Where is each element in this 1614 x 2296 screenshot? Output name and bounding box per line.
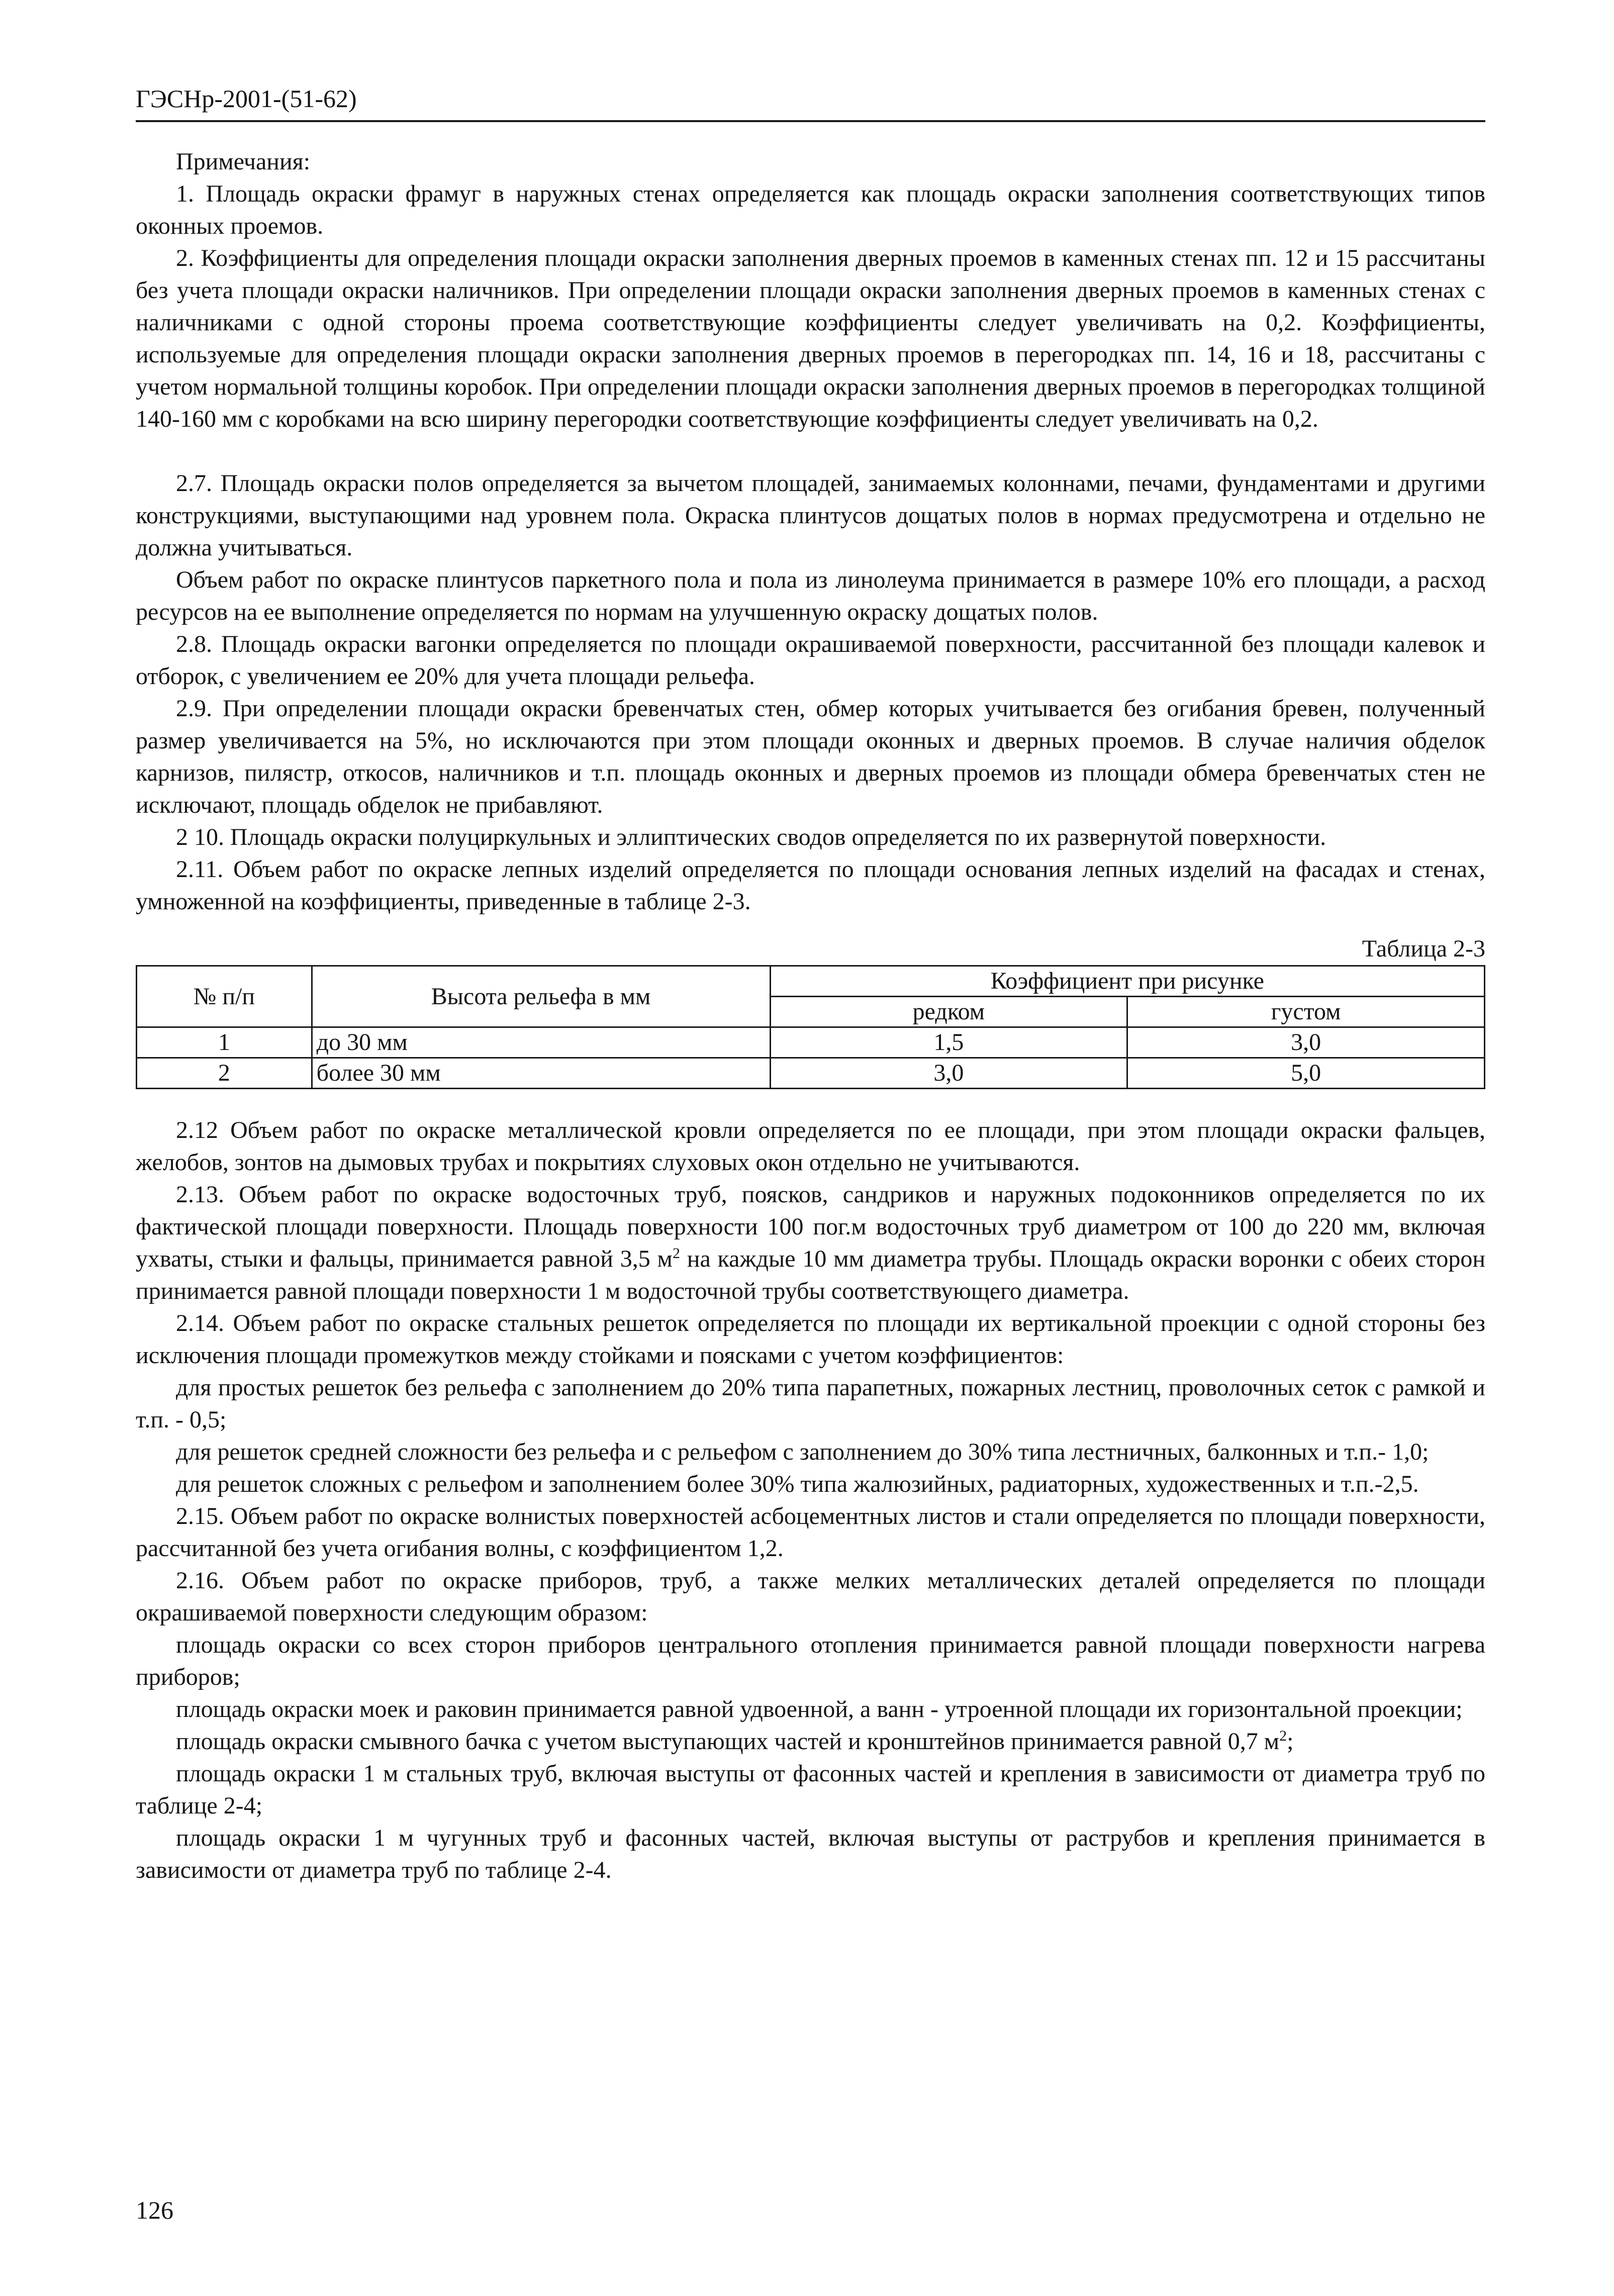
paragraph: площадь окраски моек и раковин принимается равной удвоенной, а ванн - утроенной площади их горизонтальной проекции; [176,1696,1463,1723]
paragraph: для решеток сложных с рельефом и заполнением более 30% типа жалюзийных, радиаторных, художественных и т.п.-2,5. [176,1471,1419,1497]
note-paragraph: 2. Коэффициенты для определения площади окраски заполнения дверных проемов в каменных стенах пп. 12 и 15 рассчитаны без учета площади окраски наличников. При определении площади окраски заполнения дверных проемов в каменных стенах с наличниками с одной стороны проема соответствующие коэффициенты следует увеличивать на 0,2. Коэффициенты, используемые для определения площади окраски заполнения дверных проемов в перегородках пп. 14, 16 и 18, рассчитаны с учетом нормальной толщины коробок. При определении площади окраски заполнения дверных проемов в перегородках толщиной 140-160 мм с коробками на всю ширину перегородки соответствующие коэффициенты следует увеличивать на 0,2. [136,245,1485,432]
paragraph: 2.11. Объем работ по окраске лепных изделий определяется по площади основания лепных изделий на фасадах и стенах, умноженной на коэффициенты, приведенные в таблице 2-3. [136,856,1485,915]
document-header: ГЭСНр-2001-(51-62) [136,83,1485,122]
coefficient-table [136,965,1485,1089]
table-cell-dense: 5,0 [1127,1058,1485,1089]
table-caption: Таблица 2-3 [1362,935,1485,962]
table-header-num: № п/п [137,966,312,1027]
table-cell-dense: 3,0 [1127,1027,1485,1058]
paragraph: 2 10. Площадь окраски полуциркульных и эллиптических сводов определяется по их развернутой поверхности. [176,824,1326,850]
paragraph-2-13 [136,1179,1485,1307]
paragraph: площадь окраски 1 м стальных труб, включая выступы от фасонных частей и крепления в зависимости от диаметра труб по таблице 2-4; [136,1760,1485,1819]
table-cell-num: 2 [137,1058,312,1089]
superscript: 2 [672,1245,680,1262]
table-cell-height: до 30 мм [312,1027,770,1058]
paragraph: 2.12 Объем работ по окраске металлической кровли определяется по ее площади, при этом площади окраски фальцев, желобов, зонтов на дымовых трубах и покрытиях слуховых окон отдельно не учитываются. [136,1117,1485,1176]
paragraph-tank [136,1726,1485,1758]
paragraph: 2.7. Площадь окраски полов определяется за вычетом площадей, занимаемых колоннами, печами, фундаментами и другими конструкциями, выступающими над уровнем пола. Окраска плинтусов дощатых полов в нормах предусмотрена и отдельно не должна учитываться. [136,470,1485,561]
spacer [136,435,1485,467]
paragraph: Объем работ по окраске плинтусов паркетного пола и пола из линолеума принимается в размере 10% его площади, а расход ресурсов на ее выполнение определяется по нормам на улучшенную окраску дощатых полов. [136,566,1485,625]
document-body [136,146,1485,1886]
paragraph: 2.14. Объем работ по окраске стальных решеток определяется по площади их вертикальной проекции с одной стороны без исключения площади промежутков между стойками и поясками с учетом коэффициентов: [136,1310,1485,1369]
table-header-rare: редком [770,997,1127,1027]
paragraph: 2.8. Площадь окраски вагонки определяется по площади окрашиваемой поверхности, рассчитанной без площади калевок и отборок, с увеличением ее 20% для учета площади рельефа. [136,631,1485,690]
text-run: 2.13. Объем работ по окраске водосточных труб, поясков, сандриков и наружных подоконников определяется по их фактической площади поверхности. Площадь поверхности 100 пог.м водосточных труб диаметром от 100 до 220 мм, включая ухваты, стыки и фальцы, принимается равной 3,5 м [136,1181,1485,1272]
table-cell-rare: 1,5 [770,1027,1127,1058]
table-header-coefficient: Коэффициент при рисунке [770,966,1484,997]
paragraph: площадь окраски 1 м чугунных труб и фасонных частей, включая выступы от раструбов и крепления принимается в зависимости от диаметра труб по таблице 2-4. [136,1825,1485,1883]
note-paragraph: 1. Площадь окраски фрамуг в наружных стенах определяется как площадь окраски заполнения соответствующих типов оконных проемов. [136,180,1485,239]
paragraph: 2.15. Объем работ по окраске волнистых поверхностей асбоцементных листов и стали определяется по площади поверхности, рассчитанной без учета огибания волны, с коэффициентом 1,2. [136,1503,1485,1562]
table-cell-height: более 30 мм [312,1058,770,1089]
paragraph: площадь окраски со всех сторон приборов центрального отопления принимается равной площади поверхности нагрева приборов; [136,1632,1485,1690]
text-run: ; [1287,1728,1294,1755]
paragraph: для простых решеток без рельефа с заполнением до 20% типа парапетных, пожарных лестниц, проволочных сеток с рамкой и т.п. - 0,5; [136,1374,1485,1433]
table-row [137,1058,1485,1089]
table-header-height: Высота рельефа в мм [312,966,770,1027]
table-header-dense: густом [1127,997,1485,1027]
text-run: площадь окраски смывного бачка с учетом выступающих частей и кронштейнов принимается равной 0,7 м [176,1728,1280,1755]
paragraph: 2.9. При определении площади окраски бревенчатых стен, обмер которых учитывается без огибания бревен, полученный размер увеличивается на 5%, но исключаются при этом площади оконных и дверных проемов. В случае наличия обделок карнизов, пилястр, откосов, наличников и т.п. площадь оконных и дверных проемов из площади обмера бревенчатых стен не исключают, площадь обделок не прибавляют. [136,695,1485,818]
paragraph: 2.16. Объем работ по окраске приборов, труб, а также мелких металлических деталей определяется по площади окрашиваемой поверхности следующим образом: [136,1567,1485,1626]
table-row [137,1027,1485,1058]
paragraph: для решеток средней сложности без рельефа и с рельефом с заполнением до 30% типа лестничных, балконных и т.п.- 1,0; [176,1439,1429,1465]
superscript: 2 [1279,1728,1287,1744]
table-cell-num: 1 [137,1027,312,1058]
notes-title: Примечания: [176,148,311,175]
page-number: 126 [136,2196,173,2224]
table-cell-rare: 3,0 [770,1058,1127,1089]
text-run: на каждые 10 мм диаметра трубы. Площадь окраски воронки с обеих сторон принимается равной площади поверхности 1 м водосточной трубы соответствующего диаметра. [136,1246,1486,1304]
